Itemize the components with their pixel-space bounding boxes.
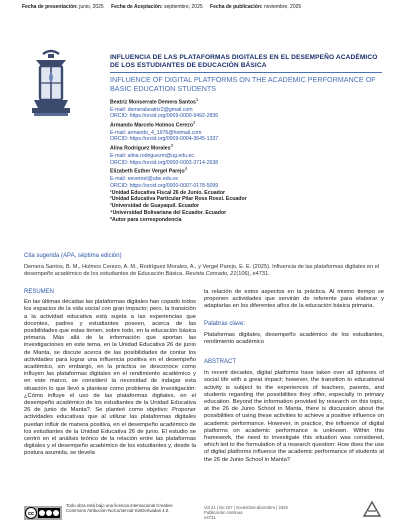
author-orcid[interactable]: ORCID: https://orcid.org/0009-0004-3645-1337 <box>110 136 219 143</box>
publication-mode: Publicación continua <box>204 510 243 515</box>
author-entry <box>110 120 380 143</box>
palabras-clave-heading: Palabras clave: <box>204 321 246 327</box>
author-sup: 4 <box>184 166 188 172</box>
abstract-section <box>204 359 384 464</box>
author-email[interactable]: E-mail: demerabeatriz2@gmail.com <box>110 106 193 113</box>
author-email[interactable]: E-mail: alina.rodriguezm@ug.edu.ec <box>110 152 194 159</box>
author-orcid[interactable]: ORCID: https://orcid.org/0000-0007-0178-5099 <box>110 182 219 189</box>
author-email[interactable]: E-mail: eeveroel@ube.edu.ec <box>110 175 179 182</box>
publicacion-label: Fecha de publicación: <box>210 4 263 10</box>
affiliation: ²Unidad Educativa Particular Pilar Ross Rossi. Ecuador <box>110 196 247 203</box>
citation-body: Demera Santos, B. M., Holmos Cerezo, A. M., Rodríguez Morales, A., y Vergel Parejo, E. E. (2025). Influencia de las plataformas digitales en el desempeño académico de los estudiantes de Educación Básica. <box>24 264 380 277</box>
article-id: e4731 <box>204 515 216 520</box>
aceptacion-label: Fecha de Aceptación: <box>111 4 163 10</box>
title-es: INFLUENCIA DE LAS PLATAFORMAS DIGITALES EN EL DESEMPEÑO ACADÉMICO DE LOS ESTUDIANTES DE EDUCACIÓN BÁSICA <box>110 54 378 69</box>
author-orcid[interactable]: ORCID: https://orcid.org/0000-0003-3714-2638 <box>110 159 219 166</box>
journal-footer <box>204 505 354 520</box>
svg-text:cc: cc <box>27 511 35 518</box>
palabras-clave-section <box>204 321 384 347</box>
author-entry <box>110 143 380 166</box>
author-name: Beatriz Monserrate Demera Santos <box>110 99 196 106</box>
author-sup: 3 <box>170 143 173 149</box>
abstract-text: In recent decades, digital platforms have taken over all spheres of social life with a great impact; however, the transition to educational activity is subject to the experiences of teachers, parents, and students regarding the possibilities they offer, especially in primary education. Beyond the information provided by research on this topic, at the 26 de Junio School in Manta, there is discussion about the possibilities of using these activities to achieve a positive influence on academic performance. However, in practice, the influence of digital platforms on academic performance is unknown. Within this framework, the need to investigate this situation was considered, which led to the formulation of a research question: How does the use of digital platforms influence the academic performance of students at the 26 de Junio School in Manta? <box>204 370 384 463</box>
resumen-heading: RESUMEN <box>24 289 55 295</box>
publication-dates <box>22 4 301 10</box>
resumen-continued: la relación de estos aspectos en la práctica. Al mismo tiempo se proponen actividades que servirán de referente para elaborar y adaptarlas en los diferentes años de la educación básica primaria. <box>204 289 384 310</box>
presentacion-label: Fecha de presentación: <box>22 4 78 10</box>
citation-journal: Revista Conrado, 21 <box>185 271 237 277</box>
author-sup: 1 <box>195 97 199 102</box>
author-entry <box>110 97 380 120</box>
author-orcid[interactable]: ORCID: https://orcid.org/0009-0000-9492-2836 <box>110 113 219 120</box>
citation-text <box>24 264 384 278</box>
author-sup: 2 <box>193 120 196 126</box>
authors-block <box>110 97 380 223</box>
corresponding-note: *Autor para correspondencia <box>110 216 182 223</box>
journal-logo-icon <box>362 500 382 518</box>
publicacion-value: noviembre, 2025 <box>263 4 302 10</box>
author-name: Elizabeth Esther Vergel Parejo <box>110 169 185 176</box>
resumen-section <box>24 289 196 458</box>
license-text: Todo obra está bajo una licencia internacional Creative Commons Atribución-NoComercial-SinDerivadas 4.0. <box>66 503 173 514</box>
lamp-logo-icon <box>24 48 78 120</box>
author-name: Armando Marcelo Holmos Cerezo <box>110 122 194 129</box>
cc-license-icon[interactable] <box>24 506 62 520</box>
aceptacion-value: septiembre, 2025 <box>164 4 203 10</box>
title-en: INFLUENCE OF DIGITAL PLATFORMS ON THE ACADEMIC PERFORMANCE OF BASIC EDUCATION STUDENTS <box>110 75 376 93</box>
abstract-heading: ABSTRACT <box>204 359 237 365</box>
author-entry <box>110 166 380 189</box>
author-name: Alina Rodríguez Morales <box>110 145 171 152</box>
citation-heading: Cita sugerida (APA, séptima edición) <box>24 253 122 259</box>
palabras-clave-text: Plataformas digitales, desempeño académico de los estudiantes, rendimiento académico <box>204 332 384 346</box>
resumen-text: En las últimas décadas las plataformas digitales han copado todos los espacios de la vida social con gran impacto; pero, la transición a la actividad educativa está sujeta a las experiencias que docentes, padres y estudiantes poseen, acerca de las posibilidades que estas tienen, sobre todo, en la educación básica primaria. Más allá de la información que aportan las investigaciones en este tema, en la Unidad Educativa 26 de junio de Manta, se discute acerca de las posibilidades de contar los actividades para lograr una influencia positiva en el desempeño académico, sin embargo, en la práctica se desconoce como influyen las plataformas digitales en el rendimiento académico y en este marco, se consideró la necesidad de indagar esta situación lo que llevó a plantear como problema de investigación: ¿Cómo influye el uso de las plataformas digitales, en el desempeño académico de los estudiantes de la Unidad Educativa 26 de junio de Manta?. Se planteó como objetivo: Proponer actividades educativas que al utilizar las plataformas digitales puedan influir de manera positiva, en el desempeño académico de los estudiantes de la Unidad Educativa 26 de junio. El estudio se centró en el análisis teórico de la relación entre las plataformas digitales y el desempeño académico de los estudiantes y, desde la postura asumida, se devela <box>24 299 196 457</box>
affiliation: ³Universidad de Guayaquil. Ecuador <box>110 203 200 210</box>
author-email[interactable]: E-mail: armando_4_1976@hotmail.com <box>110 129 202 136</box>
presentacion-value: junio, 2025 <box>79 4 104 10</box>
citation-tail: (106), e4731. <box>236 271 270 277</box>
affiliation: ¹Unidad Educativa Fiscal 26 de Junio. Ecuador <box>110 189 226 196</box>
title-divider <box>110 72 382 73</box>
volume-info: Vol 21 | No 107 | noviembre-diciembre | 2025 <box>204 505 288 510</box>
affiliation: ⁴Universidad Bolivariana del Ecuador. Ecuador <box>110 209 227 216</box>
